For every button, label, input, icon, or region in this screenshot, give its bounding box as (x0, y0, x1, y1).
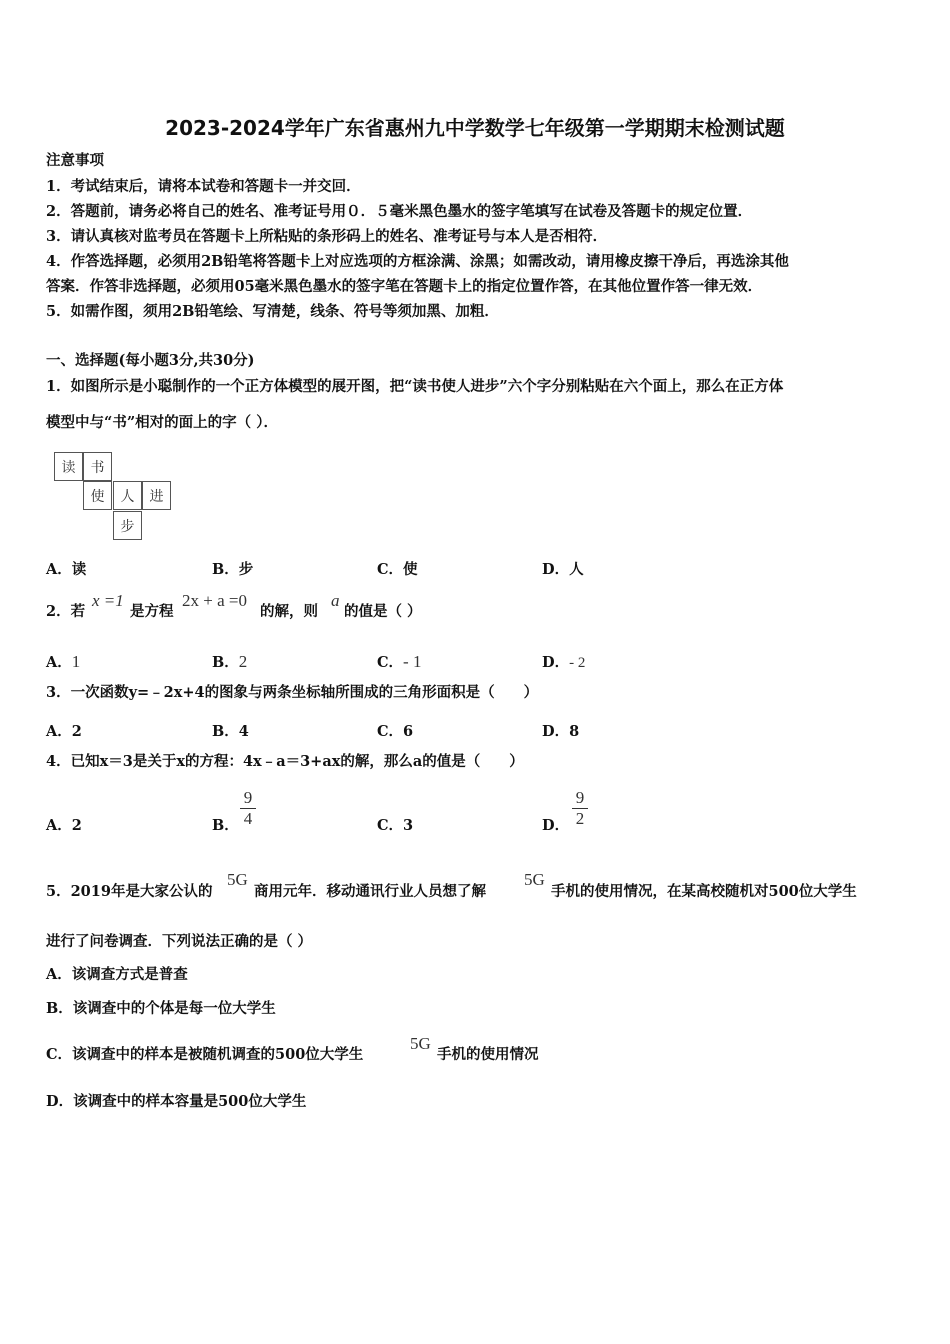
notice-item: 4．作答选择题，必须用2B铅笔将答题卡上对应选项的方框涂满、涂黑；如需改动，请用橡皮擦干净后，再选涂其他 (46, 253, 789, 270)
question-2-option-a: A．1 (46, 652, 81, 671)
net-cell: 步 (113, 511, 142, 540)
question-1-option-d: D．人 (542, 561, 584, 578)
net-cell: 书 (83, 452, 112, 481)
question-5-text: 5．2019年是大家公认的 (46, 883, 213, 900)
question-3-option-b: B．4 (212, 723, 249, 740)
notice-item: 答案．作答非选择题，必须用05毫米黑色墨水的签字笔在答题卡上的指定位置作答，在其他位置作答一律无效． (46, 278, 763, 295)
question-5-math: 5G (524, 870, 545, 889)
section-heading: 一、选择题(每小题3分,共30分) (46, 352, 255, 369)
question-1-option-a: A．读 (46, 561, 87, 578)
notice-item: 2．答题前，请务必将自己的姓名、准考证号用０．５毫米黑色墨水的签字笔填写在试卷及答题卡的规定位置． (46, 203, 753, 220)
question-2-text: 2．若 (46, 603, 86, 620)
question-2-math: x =1 (92, 591, 124, 610)
question-5-option-c: C．该调查中的样本是被随机调查的500位大学生 (46, 1046, 364, 1063)
net-cell: 进 (142, 481, 171, 510)
net-cell: 人 (113, 481, 142, 510)
question-2-option-c: C．- 1 (377, 652, 422, 671)
question-2-option-b: B．2 (212, 652, 248, 671)
question-2-math: 2x + a =0 (182, 591, 247, 610)
notice-item: 1．考试结束后，请将本试卷和答题卡一并交回． (46, 178, 361, 195)
question-2-math: a (331, 591, 340, 610)
net-cell: 使 (83, 481, 112, 510)
question-5-option-c-tail: 手机的使用情况 (437, 1046, 539, 1063)
fraction-nine-halves: $\frac{9}{2}$ (572, 788, 588, 829)
fraction-nine-quarters: $\frac{9}{4}$ (240, 788, 256, 829)
notice-item: 5．如需作图，须用2B铅笔绘、写清楚，线条、符号等须加黑、加粗． (46, 303, 499, 320)
question-2-option-d: D．- 2 (542, 654, 586, 671)
question-4-text: 4．已知x＝3是关于x的方程：4x﹣a＝3+ax的解，那么a的值是（ ） (46, 753, 524, 770)
question-3-option-c: C．6 (377, 723, 414, 740)
question-3-text: 3．一次函数y=﹣2x+4的图象与两条坐标轴所围成的三角形面积是（ ） (46, 684, 539, 701)
question-2-text: 的解，则 (260, 603, 318, 620)
question-4-option-a: A．2 (46, 817, 82, 834)
question-5-line2: 进行了问卷调查．下列说法正确的是（ ） (46, 933, 313, 950)
question-5-text: 手机的使用情况，在某高校随机对500位大学生 (551, 883, 857, 900)
question-1-option-c: C．使 (377, 561, 418, 578)
question-4-option-c: C．3 (377, 817, 414, 834)
question-5-option-d: D．该调查中的样本容量是500位大学生 (46, 1093, 307, 1110)
question-3-option-a: A．2 (46, 723, 82, 740)
question-2-text: 是方程 (130, 603, 174, 620)
question-4-option-d: D． (542, 817, 570, 834)
notice-item: 3．请认真核对监考员在答题卡上所粘贴的条形码上的姓名、准考证号与本人是否相符． (46, 228, 608, 245)
notice-heading: 注意事项 (46, 152, 104, 169)
question-1-line2: 模型中与“书”相对的面上的字（ ）． (46, 414, 278, 431)
question-1-line1: 1．如图所示是小聪制作的一个正方体模型的展开图，把“读书使人进步”六个字分别粘贴在六个面上，那么在正方体 (46, 378, 784, 395)
question-5-option-a: A．该调查方式是普查 (46, 966, 188, 983)
question-4-option-b: B． (212, 817, 239, 834)
question-5-math: 5G (227, 870, 248, 889)
question-1-option-b: B．步 (212, 561, 254, 578)
question-3-option-d: D．8 (542, 723, 580, 740)
question-2-text: 的值是（ ） (344, 603, 422, 620)
page-title: 2023-2024学年广东省惠州九中学数学七年级第一学期期末检测试题 (165, 116, 785, 140)
net-cell: 读 (54, 452, 83, 481)
question-5-option-b: B．该调查中的个体是每一位大学生 (46, 1000, 276, 1017)
question-5-text: 商用元年．移动通讯行业人员想了解 (254, 883, 486, 900)
question-5-math: 5G (410, 1034, 431, 1053)
